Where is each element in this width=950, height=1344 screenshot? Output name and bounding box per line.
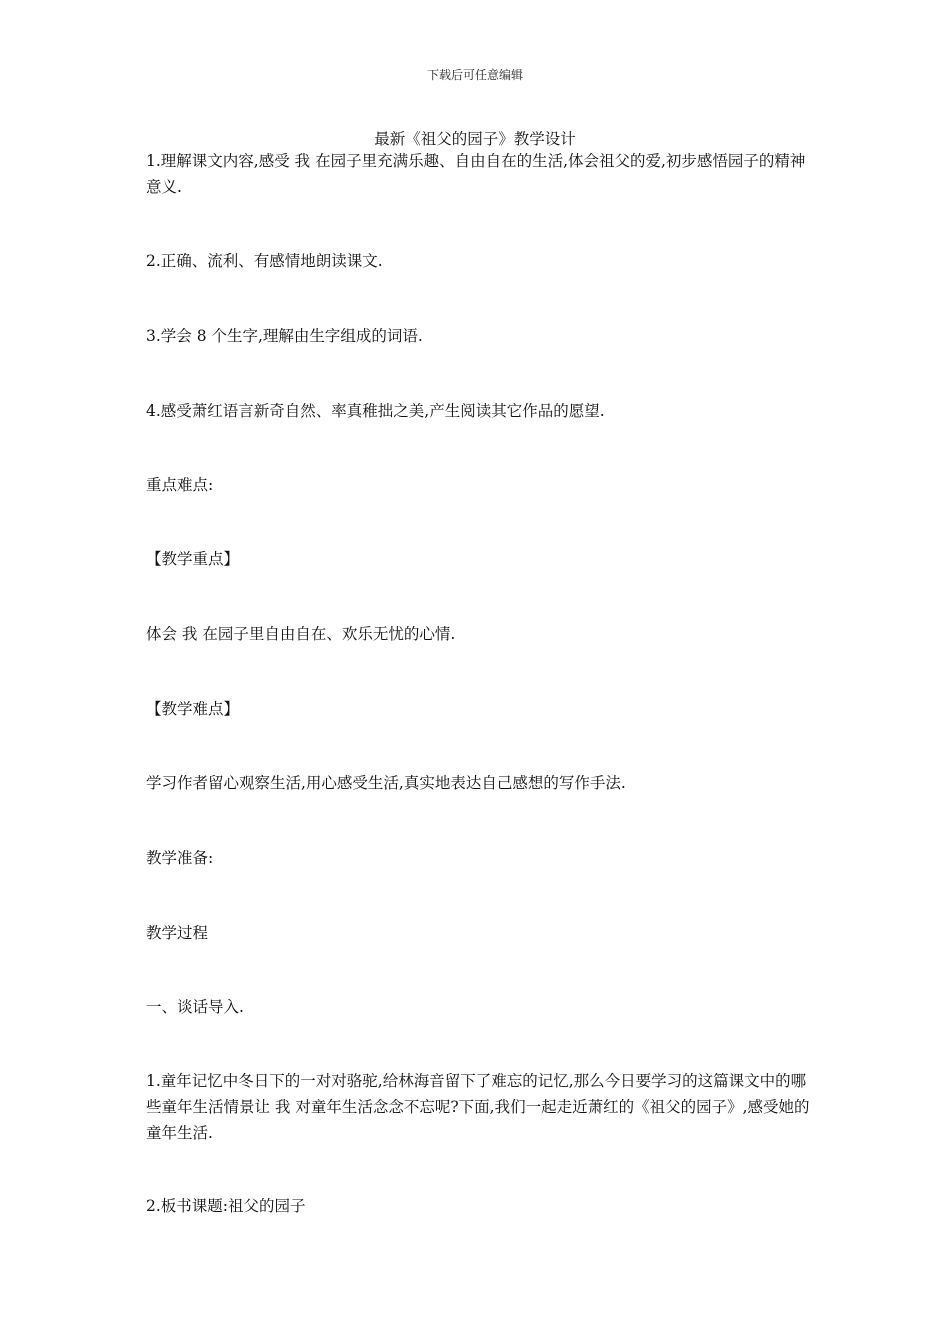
objective-2-paragraph: 2.正确、流利、有感情地朗读课文. <box>146 252 383 270</box>
key-difficulties-heading: 重点难点: <box>146 476 214 494</box>
teaching-difficulty-heading: 【教学难点】 <box>146 700 240 718</box>
objective-1-paragraph: 1.理解课文内容,感受 我 在园子里充满乐趣、自由自在的生活,体会祖父的爱,初步感悟园子的精神意义. <box>146 152 806 196</box>
teaching-difficulty-text: 学习作者留心观察生活,用心感受生活,真实地表达自己感想的写作手法. <box>146 774 626 792</box>
teaching-preparation-heading: 教学准备: <box>146 849 214 867</box>
teaching-process-heading: 教学过程 <box>146 924 209 942</box>
document-title: 最新《祖父的园子》教学设计 <box>374 130 576 148</box>
teaching-focus-text: 体会 我 在园子里自由自在、欢乐无忧的心情. <box>146 625 456 643</box>
teaching-focus-heading: 【教学重点】 <box>146 550 240 568</box>
page-header-note: 下载后可任意编辑 <box>426 68 523 82</box>
intro-step-1-paragraph: 1.童年记忆中冬日下的一对对骆驼,给林海音留下了难忘的记忆,那么今日要学习的这篇课文中的哪些童年生活情景让 我 对童年生活念念不忘呢?下面,我们一起走近萧红的《祖父的园子》,感受她的童年生活. <box>146 1072 810 1142</box>
section-intro-heading: 一、谈话导入. <box>146 998 244 1016</box>
intro-step-2-paragraph: 2.板书课题:祖父的园子 <box>146 1197 306 1215</box>
objective-4-paragraph: 4.感受萧红语言新奇自然、率真稚拙之美,产生阅读其它作品的愿望. <box>146 402 605 420</box>
objective-3-paragraph: 3.学会 8 个生字,理解由生字组成的词语. <box>146 327 423 345</box>
